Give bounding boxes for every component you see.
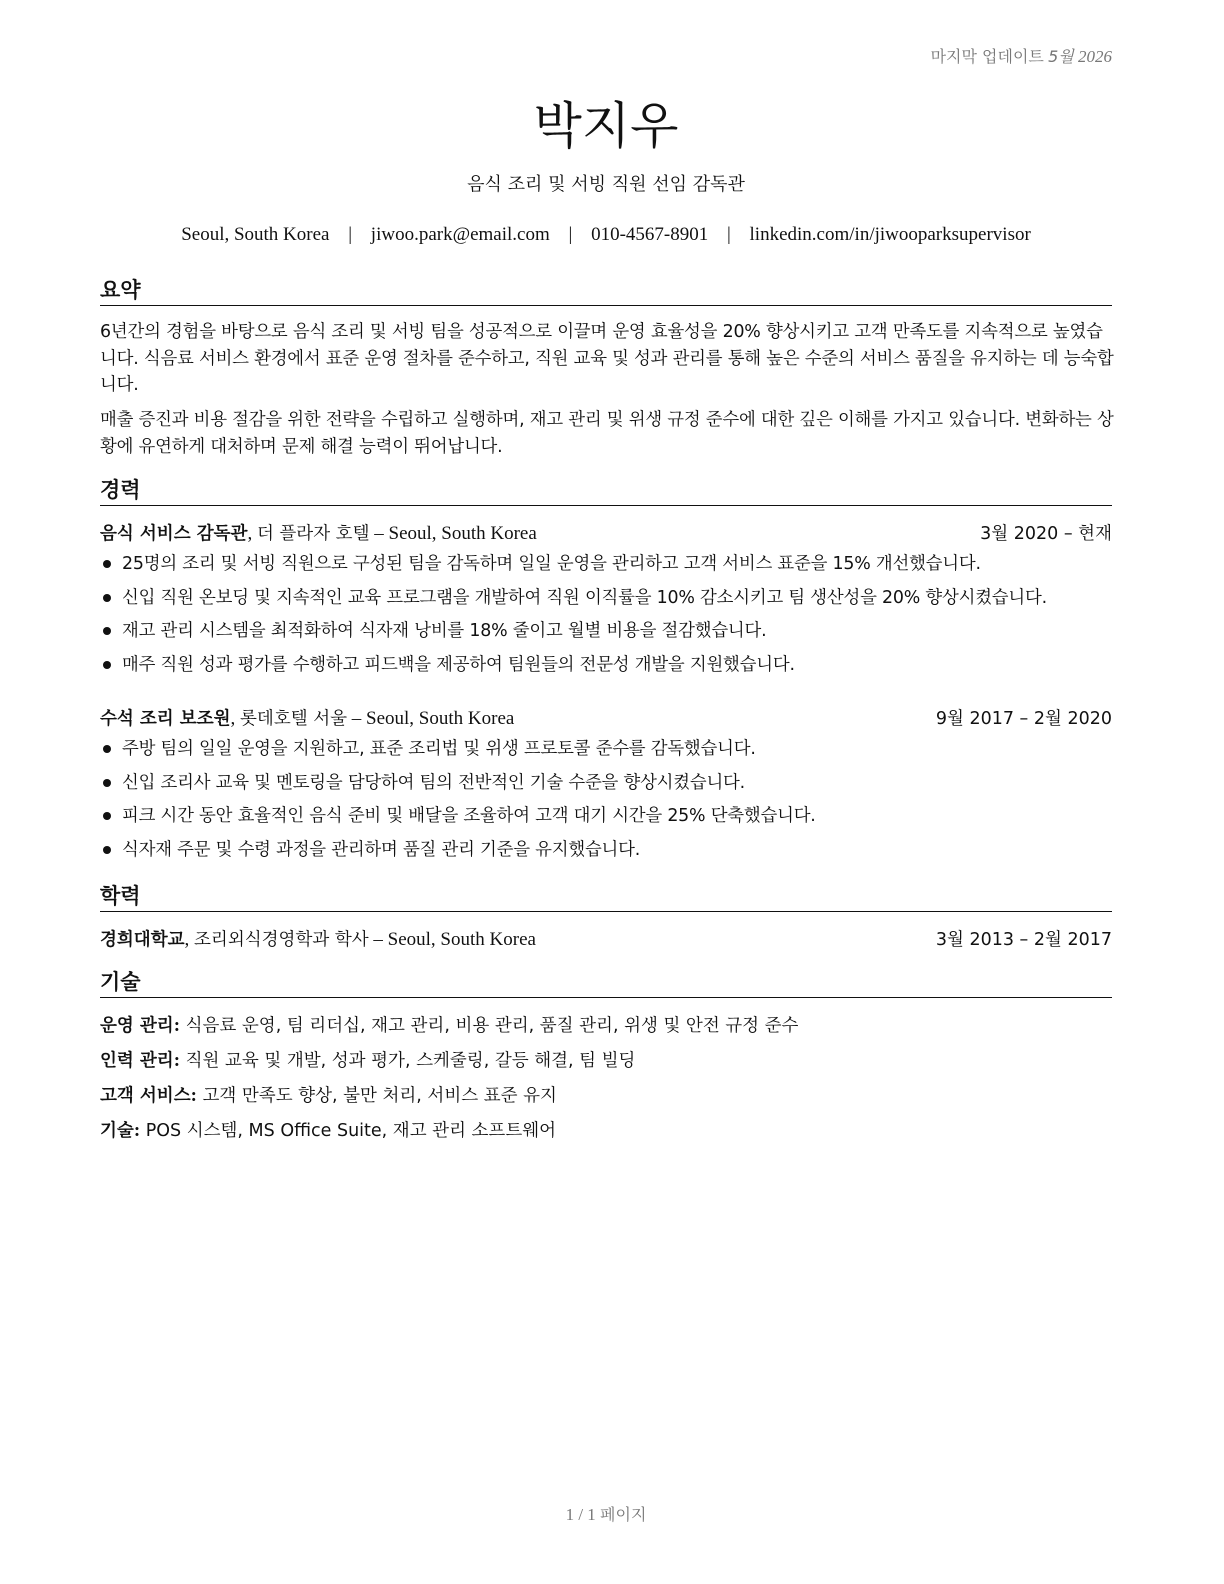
bullet-item (100, 551, 1130, 585)
bullet-item (100, 770, 1130, 804)
skill-row: 인력 관리: 직원 교육 및 개발, 성과 평가, 스케줄링, 갈등 해결, 팀 빌딩 (100, 1050, 636, 1071)
bullet-dot (103, 812, 111, 820)
job-org: 롯데호텔 서울 (240, 709, 348, 729)
bullet-item (100, 585, 1130, 619)
last-updated-month: 5월 (1048, 47, 1074, 66)
bullet-dot (103, 846, 111, 854)
skill-row: 고객 서비스: 고객 만족도 향상, 불만 처리, 서비스 표준 유지 (100, 1085, 557, 1106)
skill-label: 기술 (100, 1121, 134, 1141)
education-dates-text: 3월 2013 – 2월 2017 (935, 930, 1112, 950)
last-updated-label: 마지막 업데이트 (930, 47, 1044, 66)
education-degree: 조리외식경영학과 학사 (194, 930, 369, 950)
skill-label: 인력 관리 (100, 1051, 174, 1071)
contact-separator: | (348, 224, 353, 245)
page-number: 1 / 1 (565, 1505, 596, 1524)
education-dates (936, 927, 1112, 953)
contact-separator: | (726, 224, 731, 245)
job-location: Seoul, South Korea (388, 523, 537, 544)
contact-location: Seoul, South Korea (181, 224, 330, 245)
bullet-item (100, 652, 1130, 686)
education-location: Seoul, South Korea (387, 929, 536, 950)
job-dates-text: 3월 2020 – 현재 (980, 524, 1112, 544)
bullet-item (100, 618, 1130, 652)
bullet-text: 주방 팀의 일일 운영을 지원하고, 표준 조리법 및 위생 프로토콜 준수를 감독했습니다. (122, 739, 756, 759)
bullet-item (100, 736, 1130, 770)
bullet-text: 신입 직원 온보딩 및 지속적인 교육 프로그램을 개발하여 직원 이직률을 10% 감소시키고 팀 생산성을 20% 향상시켰습니다. (122, 587, 1047, 608)
education-row: 경희대학교, 조리외식경영학과 학사 – Seoul, South Korea 3월 2013 – 2월 2017 (100, 927, 1112, 953)
job-org: 더 플라자 호텔 (256, 524, 370, 544)
page-footer (100, 1502, 1112, 1525)
job-bullets (100, 551, 1130, 686)
bullet-item (100, 837, 1130, 871)
summary-heading: 요약 (100, 276, 1112, 306)
bullet-text: 피크 시간 동안 효율적인 음식 준비 및 배달을 조율하여 고객 대기 시간을 25% 단축했습니다. (122, 806, 816, 827)
bullet-text: 재고 관리 시스템을 최적화하여 식자재 낭비를 18% 줄이고 월별 비용을 절감했습니다. (122, 621, 767, 642)
skill-row: 기술: POS 시스템, MS Office Suite, 재고 관리 소프트웨어 (100, 1120, 557, 1141)
skill-label: 운영 관리 (100, 1016, 174, 1036)
job-bullets (100, 736, 1130, 871)
job-header: 수석 조리 보조원, 롯데호텔 서울 – Seoul, South Korea 9월 2017 – 2월 2020 (100, 706, 1112, 732)
bullet-text: 매주 직원 성과 평가를 수행하고 피드백을 제공하여 팀원들의 전문성 개발을 지원했습니다. (122, 655, 795, 676)
skill-label: 고객 서비스 (100, 1086, 191, 1106)
skill-value: POS 시스템, MS Office Suite, 재고 관리 소프트웨어 (145, 1121, 557, 1141)
candidate-name: 박지우 (533, 97, 679, 155)
contact-email[interactable]: jiwoo.park@email.com (370, 224, 550, 245)
last-updated-year: 2026 (1078, 47, 1112, 66)
bullet-dot (103, 661, 111, 669)
last-updated (931, 44, 1112, 67)
education-heading: 학력 (100, 882, 1112, 912)
bullet-text: 신입 조리사 교육 및 멘토링을 담당하여 팀의 전반적인 기술 수준을 향상시켰습니다. (122, 772, 745, 793)
bullet-text: 식자재 주문 및 수령 과정을 관리하며 품질 관리 기준을 유지했습니다. (122, 840, 641, 861)
job-role: 음식 서비스 감독관 (100, 524, 248, 544)
bullet-text: 25명의 조리 및 서빙 직원으로 구성된 팀을 감독하며 일일 운영을 관리하고 고객 서비스 표준을 15% 개선했습니다. (122, 554, 981, 574)
experience-heading: 경력 (100, 476, 1112, 506)
job-location: Seoul, South Korea (366, 708, 515, 729)
job-title: 음식 조리 및 서빙 직원 선임 감독관 (467, 174, 745, 195)
skill-value: 직원 교육 및 개발, 성과 평가, 스케줄링, 갈등 해결, 팀 빌딩 (185, 1051, 636, 1071)
skill-value: 고객 만족도 향상, 불만 처리, 서비스 표준 유지 (202, 1086, 557, 1106)
skills-heading: 기술 (100, 968, 1112, 998)
contact-linkedin[interactable]: linkedin.com/in/jiwooparksupervisor (749, 224, 1031, 245)
education-school: 경희대학교 (100, 930, 185, 950)
resume-page (100, 0, 1112, 1584)
bullet-dot (103, 594, 111, 602)
page-label: 페이지 (600, 1505, 647, 1524)
job-dates (936, 706, 1112, 732)
summary-paragraph-2: 매출 증진과 비용 절감을 위한 전략을 수립하고 실행하며, 재고 관리 및 위생 규정 준수에 대한 깊은 이해를 가지고 있습니다. 변화하는 상황에 유연하게 대처하며 문제 해결 능력이 뛰어납니다. (100, 410, 1114, 457)
contact-separator: | (568, 224, 573, 245)
job-dates-text: 9월 2017 – 2월 2020 (935, 709, 1112, 729)
job-dates (980, 521, 1112, 547)
bullet-item (100, 803, 1130, 837)
job-header: 음식 서비스 감독관, 더 플라자 호텔 – Seoul, South Korea 3월 2020 – 현재 (100, 521, 1112, 547)
bullet-dot (103, 779, 111, 787)
summary-paragraph-1: 6년간의 경험을 바탕으로 음식 조리 및 서빙 팀을 성공적으로 이끌며 운영 효율성을 20% 향상시키고 고객 만족도를 지속적으로 높였습니다. 식음료 서비스 환경에서 표준 운영 절차를 준수하고, 직원 교육 및 성과 관리를 통해 높은 수준의 서비스 품질을 유지하는 데 능숙합니다. (100, 322, 1114, 395)
job-role: 수석 조리 보조원 (100, 709, 231, 729)
contact-line (100, 224, 1112, 246)
bullet-dot (103, 745, 111, 753)
skill-value: 식음료 운영, 팀 리더십, 재고 관리, 비용 관리, 품질 관리, 위생 및 안전 규정 준수 (185, 1016, 799, 1036)
bullet-dot (103, 627, 111, 635)
bullet-dot (103, 560, 111, 568)
skill-row: 운영 관리: 식음료 운영, 팀 리더십, 재고 관리, 비용 관리, 품질 관리, 위생 및 안전 규정 준수 (100, 1015, 799, 1036)
contact-phone: 010-4567-8901 (591, 224, 709, 245)
